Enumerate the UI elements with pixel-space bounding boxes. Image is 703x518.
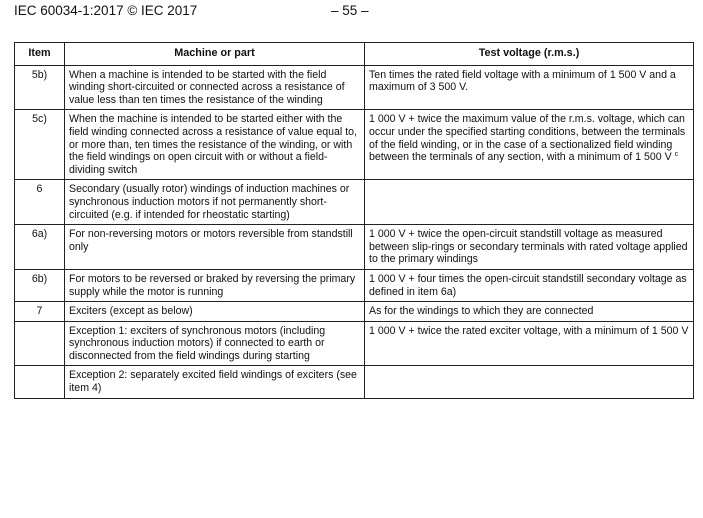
item-cell: 5b) [15, 65, 65, 110]
item-cell: 7 [15, 302, 65, 322]
footnote-marker: c [674, 151, 679, 159]
item-cell [15, 321, 65, 366]
item-cell: 6b) [15, 269, 65, 301]
table-row [15, 225, 694, 270]
item-cell [15, 366, 65, 398]
test-voltage-cell: 1 000 V + twice the open-circuit standstill voltage as measured between slip-rings or secondary terminals with rated voltage applied to the primary windings [365, 225, 694, 270]
table-row [15, 366, 694, 398]
table-row [15, 110, 694, 180]
table-row [15, 65, 694, 110]
test-voltage-cell [365, 180, 694, 225]
test-voltage-table [14, 42, 694, 399]
item-cell: 5c) [15, 110, 65, 180]
page-number: – 55 – [331, 3, 369, 18]
column-header-test-voltage: Test voltage (r.m.s.) [365, 43, 694, 66]
test-voltage-cell: 1 000 V + four times the open-circuit standstill secondary voltage as defined in item 6a) [365, 269, 694, 301]
machine-part-cell: When a machine is intended to be started with the field winding short-circuited or connected across a resistance of value less than ten times the resistance of the winding [65, 65, 365, 110]
table-row [15, 321, 694, 366]
test-voltage-cell [365, 110, 694, 180]
machine-part-cell: Secondary (usually rotor) windings of induction machines or synchronous induction motors if not permanently short-circuited (e.g. if intended for rheostatic starting) [65, 180, 365, 225]
machine-part-cell: Exception 1: exciters of synchronous motors (including synchronous induction motors) if connected to earth or disconnected from the field windings during starting [65, 321, 365, 366]
table-row [15, 302, 694, 322]
machine-part-cell: For motors to be reversed or braked by reversing the primary supply while the motor is running [65, 269, 365, 301]
test-voltage-cell [365, 366, 694, 398]
machine-part-cell: When the machine is intended to be started either with the field winding connected across a resistance of value equal to, or more than, ten times the resistance of the winding, or with the field windings on open circuit with or without a field-dividing switch [65, 110, 365, 180]
test-voltage-cell: Ten times the rated field voltage with a minimum of 1 500 V and a maximum of 3 500 V. [365, 65, 694, 110]
item-cell: 6a) [15, 225, 65, 270]
test-voltage-cell: 1 000 V + twice the rated exciter voltage, with a minimum of 1 500 V [365, 321, 694, 366]
item-cell: 6 [15, 180, 65, 225]
column-header-item: Item [15, 43, 65, 66]
test-voltage-cell: As for the windings to which they are connected [365, 302, 694, 322]
column-header-machine-or-part: Machine or part [65, 43, 365, 66]
document-title: IEC 60034-1:2017 © IEC 2017 [14, 3, 198, 18]
machine-part-cell: Exciters (except as below) [65, 302, 365, 322]
machine-part-cell: For non-reversing motors or motors reversible from standstill only [65, 225, 365, 270]
table-row [15, 269, 694, 301]
table-header-row [15, 43, 694, 66]
test-voltage-text: 1 000 V + twice the maximum value of the r.m.s. voltage, which can occur under the specified starting conditions, between the terminals of the field winding, or in the case of a sectionalized field winding between the terminals of any section, with a minimum of 1 500 V [369, 113, 686, 164]
page-header [14, 0, 694, 22]
table-row [15, 180, 694, 225]
machine-part-cell: Exception 2: separately excited field windings of exciters (see item 4) [65, 366, 365, 398]
